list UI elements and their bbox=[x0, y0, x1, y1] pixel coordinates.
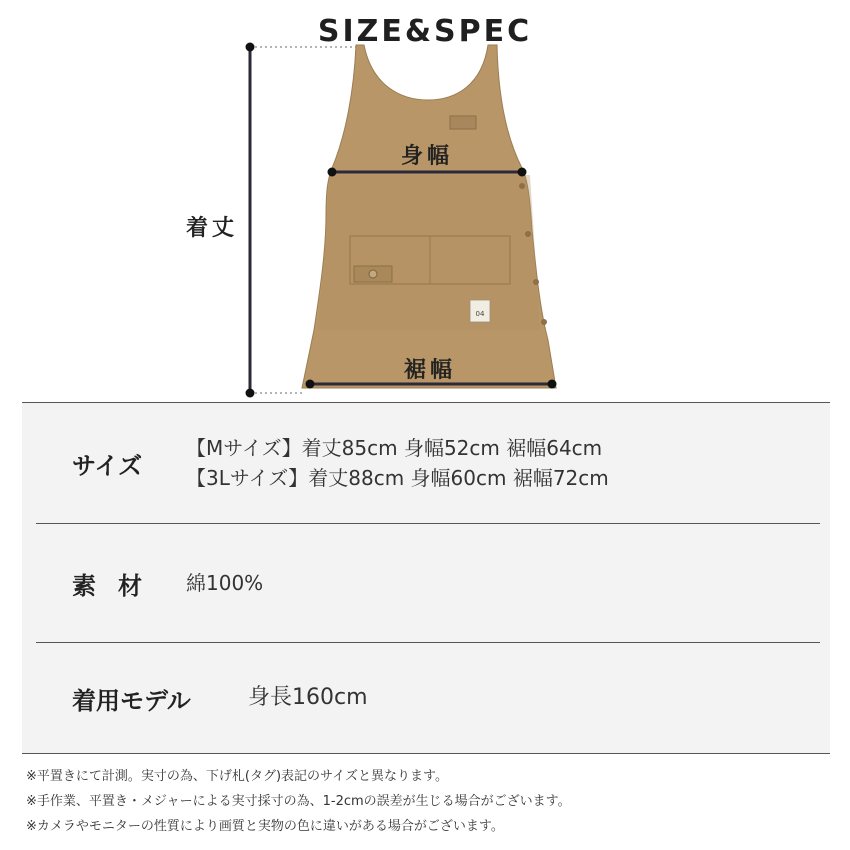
note-item: ※手作業、平置き・メジャーによる実寸採寸の為、1-2cmの誤差が生じる場合がございます。 bbox=[26, 794, 571, 809]
garment-illustration bbox=[0, 0, 850, 402]
size-line-m: 【Mサイズ】着丈85cm 身幅52cm 裾幅64cm bbox=[186, 436, 603, 460]
size-values bbox=[186, 433, 609, 493]
hem-label: 裾幅 bbox=[404, 358, 457, 383]
size-line-3l: 【3Lサイズ】着丈88cm 身幅60cm 裾幅72cm bbox=[186, 466, 609, 490]
spec-row-size bbox=[36, 403, 820, 524]
page-title: SIZE&SPEC bbox=[317, 14, 533, 49]
chest-strap bbox=[450, 116, 476, 129]
note-item: ※平置きにて計測。実寸の為、下げ札(タグ)表記のサイズと異なります。 bbox=[26, 769, 448, 784]
spec-row-material bbox=[36, 524, 820, 643]
size-label: サイズ bbox=[72, 451, 143, 480]
model-label: 着用モデル bbox=[72, 686, 191, 715]
material-label: 素材 bbox=[72, 571, 164, 600]
garment-tag-text: 04 bbox=[475, 310, 485, 318]
spec-row-model bbox=[36, 643, 820, 753]
note-item: ※カメラやモニターの性質により画質と実物の色に違いがある場合がございます。 bbox=[26, 819, 504, 834]
model-value: 身長160cm bbox=[248, 685, 368, 710]
spec-table bbox=[22, 402, 830, 754]
notes bbox=[26, 764, 826, 839]
length-label: 着丈 bbox=[186, 216, 239, 241]
material-value: 綿100% bbox=[186, 571, 264, 595]
chest-label: 身幅 bbox=[401, 144, 454, 169]
garment-figure bbox=[0, 0, 850, 402]
